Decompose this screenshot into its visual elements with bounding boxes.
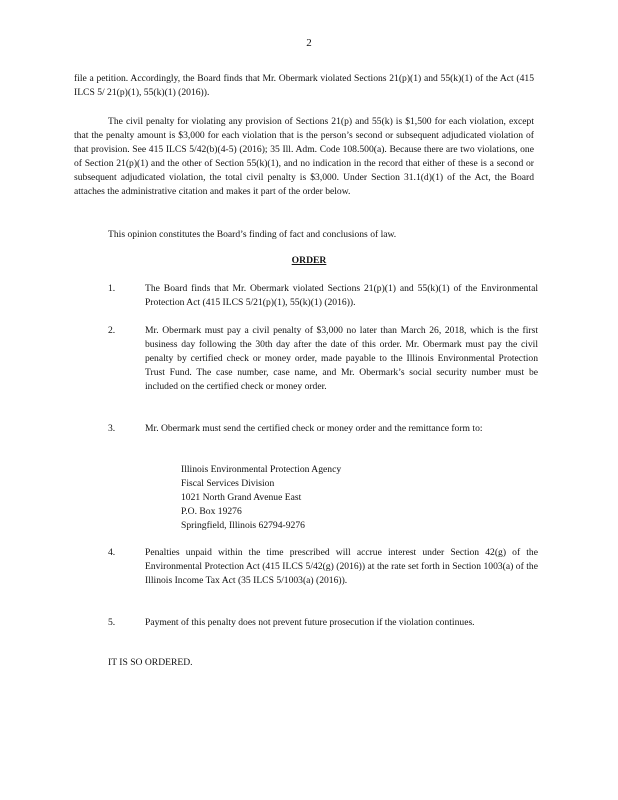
closing-statement: IT IS SO ORDERED. xyxy=(108,657,193,668)
order-item xyxy=(108,324,538,394)
paragraph-opinion: This opinion constitutes the Board’s finding of fact and conclusions of law. xyxy=(108,229,397,240)
order-item xyxy=(108,546,538,588)
address-line-city: Springfield, Illinois 62794-9276 xyxy=(181,520,305,531)
page-number: 2 xyxy=(306,37,312,49)
order-item-text: The Board finds that Mr. Obermark violated Sections 21(p)(1) and 55(k)(1) of the Environmental Protection Act (415 ILCS 5/21(p)(1), 55(k)(1) (2016)). xyxy=(145,283,538,308)
order-item-text: Payment of this penalty does not prevent future prosecution if the violation continues. xyxy=(145,617,475,628)
order-item-number: 5. xyxy=(108,617,116,628)
order-item-text: Mr. Obermark must pay a civil penalty of $3,000 no later than March 26, 2018, which is the first business day following the 30th day after the date of this order. Mr. Obermark must pay the civil penalty by certified check or money order, made payable to the Illinois Environmental Protection Trust Fund. The case number, case name, and Mr. Obermark’s social security number must be included on the certified check or money order. xyxy=(145,325,538,392)
order-item-text: Mr. Obermark must send the certified check or money order and the remittance form to: xyxy=(145,423,483,434)
order-item xyxy=(108,282,538,310)
order-heading: ORDER xyxy=(291,255,327,266)
order-item-number: 4. xyxy=(108,547,116,558)
order-item-number: 2. xyxy=(108,325,116,336)
order-item xyxy=(108,422,538,436)
address-line-agency: Illinois Environmental Protection Agency xyxy=(181,464,342,475)
order-item-text: Penalties unpaid within the time prescribed will accrue interest under Section 42(g) of the Environmental Protection Act (415 ILCS 5/42(g) (2016)) at the rate set forth in Section 1003(a) of the Illinois Income Tax Act (35 ILCS 5/1003(a) (2016)). xyxy=(145,547,538,586)
address-line-street: 1021 North Grand Avenue East xyxy=(181,492,302,503)
address-line-division: Fiscal Services Division xyxy=(181,478,275,489)
paragraph-civil-penalty: The civil penalty for violating any provision of Sections 21(p) and 55(k) is $1,500 for each violation, except that the penalty amount is $3,000 for each violation that is the person’s second or subsequent adjudicated violation of that provision. See 415 ILCS 5/42(b)(4-5) (2016); 35 Ill. Adm. Code 108.500(a). Because there are two violations, one of Section 21(p)(1) and the other of Section 55(k)(1), and no indication in the record that either of these is a second or subsequent adjudicated violation, the total civil penalty is $3,000. Under Section 31.1(d)(1) of the Act, the Board attaches the administrative citation and makes it part of the order below. xyxy=(74,116,534,197)
remittance-address xyxy=(181,463,341,533)
paragraph-findings: file a petition. Accordingly, the Board finds that Mr. Obermark violated Sections 21(p)(1) and 55(k)(1) of the Act (415 ILCS 5/ 21(p)(1), 55(k)(1) (2016)). xyxy=(74,73,534,98)
order-item-number: 1. xyxy=(108,283,116,294)
address-line-po-box: P.O. Box 19276 xyxy=(181,506,242,517)
order-item xyxy=(108,616,538,630)
order-item-number: 3. xyxy=(108,423,116,434)
